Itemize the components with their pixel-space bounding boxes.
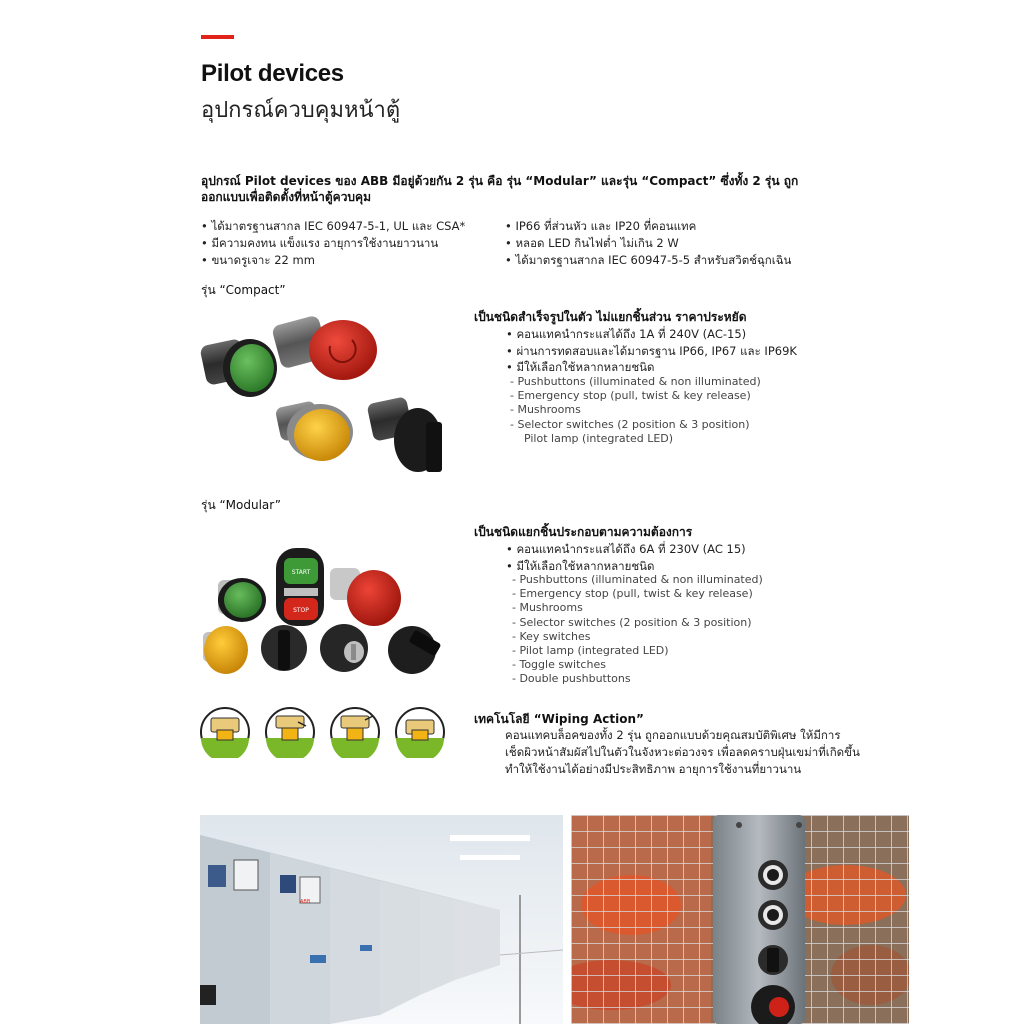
wiping-step-icon [396,708,444,758]
list-item: • คอนแทคนำกระแสได้ถึง 6A ที่ 230V (AC 15) [506,542,746,556]
list-item: - Mushrooms [512,601,583,615]
list-item: - Pilot lamp (integrated LED) [512,644,669,658]
control-station-photo [571,815,909,1024]
list-item: - Pushbuttons (illuminated & non illuminated) [510,375,761,388]
compact-feature-list [506,326,797,376]
start-label: START [291,569,311,576]
list-item: Pilot lamp (integrated LED) [510,431,674,445]
feature-item: • ขนาดรูเจาะ 22 mm [201,253,315,267]
stop-label: STOP [293,607,309,614]
paragraph-line: คอนแทคบล็อคของทั้ง 2 รุ่น ถูกออกแบบด้วยคุณสมบัติพิเศษ ให้มีการ [505,728,841,742]
abb-logo: ABB [300,899,311,905]
modular-product-image [198,540,450,680]
list-item: • มีให้เลือกใช้หลากหลายชนิด [506,360,655,374]
modular-label: รุ่น “Modular” [201,498,281,512]
compact-heading: เป็นชนิดสำเร็จรูปในตัว ไม่แยกชิ้นส่วน ราคาประหยัด [474,310,747,324]
wiping-paragraph [505,727,860,778]
feature-item: • IP66 ที่ส่วนหัว และ IP20 ที่คอนแทค [505,219,697,233]
feature-item: • ได้มาตรฐานสากล IEC 60947-5-5 สำหรับสวิตช์ฉุกเฉิน [505,253,792,267]
switchgear-photo [200,815,563,1024]
wiping-action-icons [200,706,450,758]
page-title: Pilot devices [201,60,344,87]
modular-heading: เป็นชนิดแยกชิ้นประกอบตามความต้องการ [474,525,693,539]
feature-item: • มีความคงทน แข็งแรง อายุการใช้งานยาวนาน [201,236,439,250]
list-item: - Toggle switches [512,658,606,672]
wiping-step-icon [331,708,379,758]
features-left [201,218,465,269]
feature-item: • ได้มาตรฐานสากล IEC 60947-5-1, UL และ CSA* [201,219,466,233]
compact-label: รุ่น “Compact” [201,283,286,297]
paragraph-line: เช็ดผิวหน้าสัมผัสไปในตัวในจังหวะต่อวงจร เพื่อลดคราบฝุ่นเขม่าที่เกิดขึ้น [505,745,860,759]
paragraph-line: ทำให้ใช้งานได้อย่างมีประสิทธิภาพ อายุการใช้งานที่ยาวนาน [505,762,802,776]
accent-bar [201,35,234,39]
compact-product-image [198,312,448,477]
modular-type-list [512,573,763,687]
intro-paragraph: อุปกรณ์ Pilot devices ของ ABB มีอยู่ด้วยกัน 2 รุ่น คือ รุ่น “Modular” และรุ่น “Compact” ซึ่งทั้ง 2 รุ่น ถูกออกแบบเพื่อติดตั้งที่หน้าตู้ควบคุม [201,174,799,204]
features-right [505,218,791,269]
list-item: • มีให้เลือกใช้หลากหลายชนิด [506,558,655,573]
page-subtitle: อุปกรณ์ควบคุมหน้าตู้ [201,98,401,123]
modular-feature-list [506,541,746,574]
list-item: - Emergency stop (pull, twist & key release) [510,389,751,403]
wiping-heading: เทคโนโลยี “Wiping Action” [474,712,644,726]
list-item: • ผ่านการทดสอบและได้มาตรฐาน IP66, IP67 และ IP69K [506,343,797,358]
feature-item: • หลอด LED กินไฟต่ำ ไม่เกิน 2 W [505,236,679,250]
wiping-step-icon [201,708,249,758]
list-item: • คอนแทคนำกระแสได้ถึง 1A ที่ 240V (AC-15) [506,327,747,341]
list-item: - Selector switches (2 position & 3 position) [512,615,752,629]
list-item: - Pushbuttons (illuminated & non illuminated) [512,573,763,586]
wiping-step-icon [266,708,314,758]
list-item: - Mushrooms [510,403,581,417]
list-item: - Selector switches (2 position & 3 position) [510,417,750,431]
list-item: - Double pushbuttons [512,672,631,686]
list-item: - Key switches [512,629,591,643]
compact-type-list [510,375,761,446]
list-item: - Emergency stop (pull, twist & key release) [512,587,753,601]
